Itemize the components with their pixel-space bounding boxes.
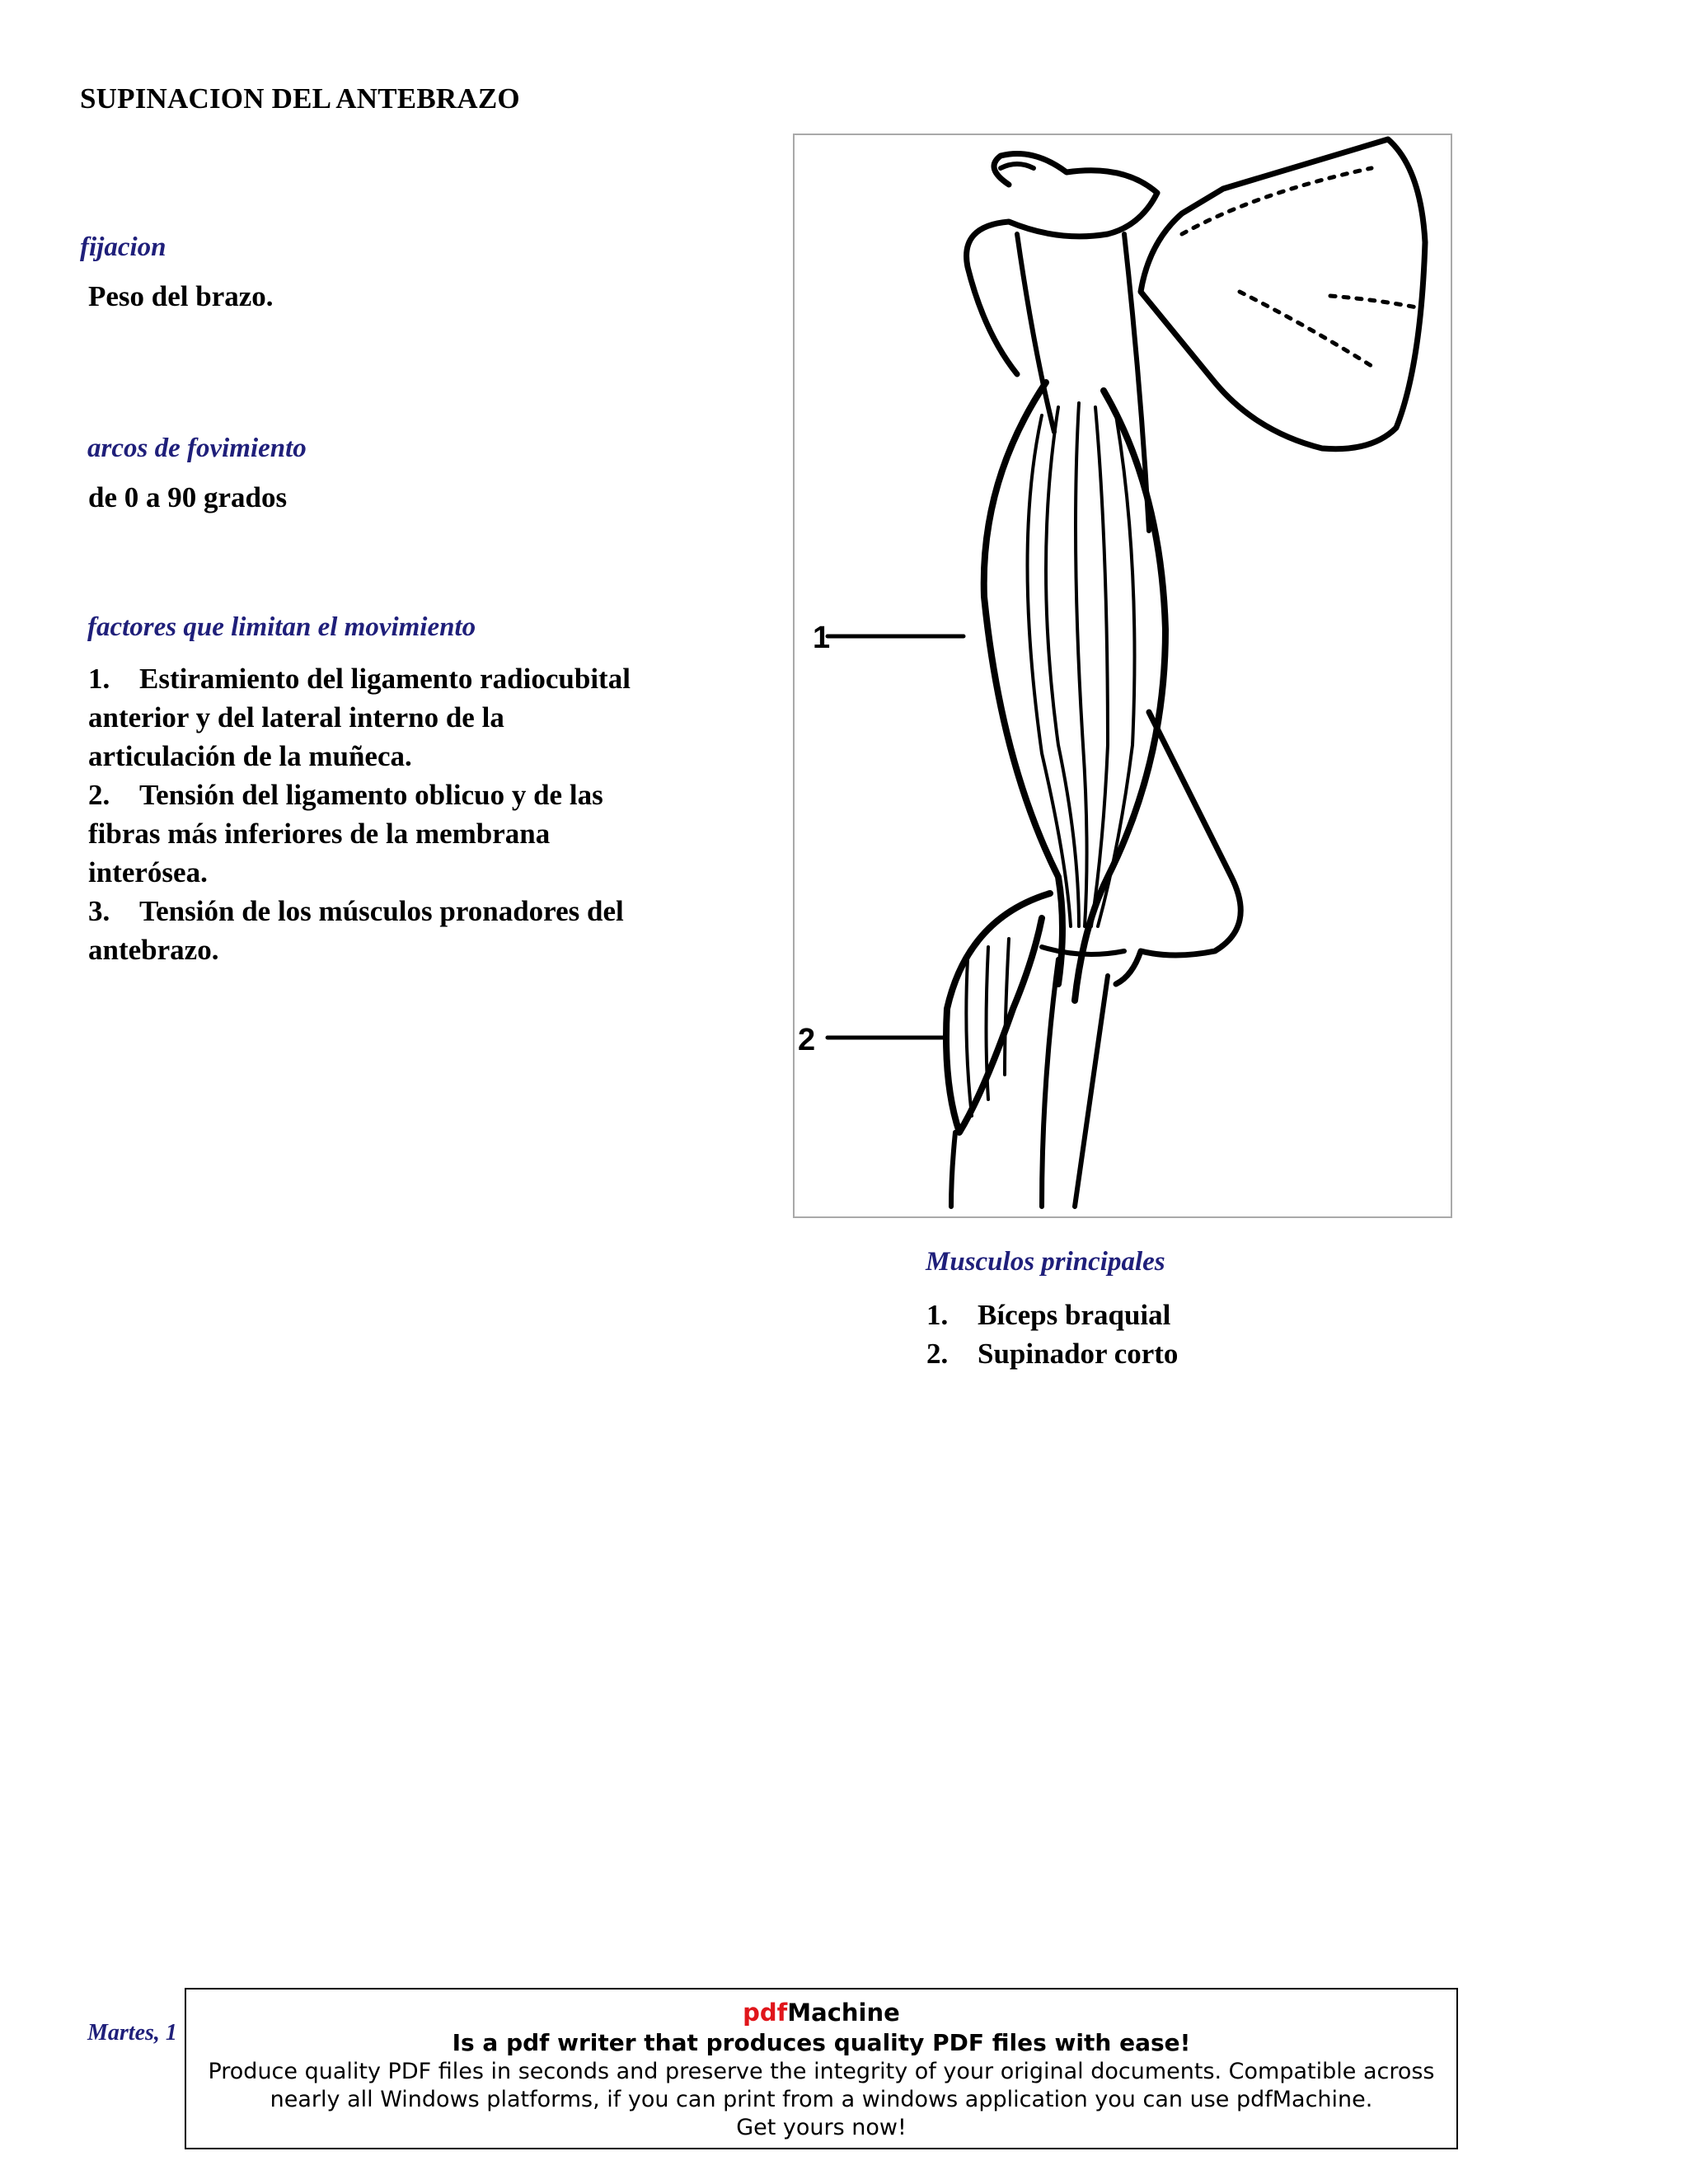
factores-item-line: anterior y del lateral interno de la	[88, 701, 504, 733]
musculos-item-text: Supinador corto	[978, 1338, 1179, 1370]
scapula-border	[1330, 296, 1421, 308]
scapula-spine	[1182, 168, 1372, 234]
arcos-heading: arcos de fovimiento	[87, 434, 307, 463]
supinator-fiber	[966, 959, 972, 1116]
factores-item-line: Estiramiento del ligamento radiocubital	[139, 663, 631, 695]
label-2: 2	[798, 1023, 816, 1057]
scapula-outline	[1141, 139, 1425, 449]
brand-pdf: pdf	[743, 1999, 788, 2027]
musculos-item-2	[926, 1334, 1421, 1373]
biceps-inner	[1075, 391, 1165, 1001]
banner-description-line-2: nearly all Windows platforms, if you can print from a windows application you can use pdfMachine.	[270, 2087, 1373, 2112]
factores-item-number: 3.	[88, 895, 110, 927]
pdfmachine-banner[interactable]	[185, 1988, 1458, 2149]
musculos-item-number: 2.	[926, 1338, 949, 1370]
fijacion-heading: fijacion	[80, 232, 166, 262]
fijacion-value: Peso del brazo.	[88, 280, 274, 312]
label-1: 1	[813, 621, 831, 655]
biceps-fiber	[1098, 415, 1135, 926]
factores-item-number: 2.	[88, 779, 110, 811]
acromion	[1001, 164, 1034, 168]
factores-item-line: articulación de la muñeca.	[88, 740, 412, 772]
scapula-ridge	[1240, 292, 1372, 366]
arm-drawing	[795, 135, 1451, 1216]
banner-brand	[186, 1998, 1456, 2027]
musculos-heading: Musculos principales	[926, 1247, 1165, 1277]
factores-item-number: 1.	[88, 663, 110, 695]
supinator-fiber	[1005, 939, 1009, 1075]
factores-item-line: antebrazo.	[88, 934, 219, 966]
factores-item-line: interósea.	[88, 856, 208, 888]
supinator-fiber	[987, 947, 989, 1099]
factores-item-line: fibras más inferiores de la membrana	[88, 818, 551, 850]
factores-heading: factores que limitan el movimiento	[87, 612, 476, 642]
banner-description-line-1: Produce quality PDF files in seconds and preserve the integrity of your original documents. Compatible across	[208, 2059, 1435, 2084]
biceps-fiber	[1091, 407, 1108, 926]
factores-item-line: Tensión de los músculos pronadores del	[139, 895, 624, 927]
musculos-item-number: 1.	[926, 1299, 949, 1331]
factores-item-3	[88, 892, 748, 969]
page-title: SUPINACION DEL ANTEBRAZO	[80, 82, 520, 115]
factores-list	[88, 659, 748, 969]
factores-item-2	[88, 776, 748, 892]
factores-item-1	[88, 659, 748, 776]
musculos-item-1	[926, 1296, 1421, 1334]
arm-muscle-illustration	[793, 134, 1452, 1218]
forearm-radius	[1042, 959, 1058, 1207]
elbow-outline	[1116, 712, 1240, 984]
forearm-ulna	[1075, 976, 1108, 1207]
factores-item-line: Tensión del ligamento oblicuo y de las	[139, 779, 603, 811]
musculos-item-text: Bíceps braquial	[978, 1299, 1171, 1331]
brand-machine: Machine	[787, 1999, 900, 2027]
forearm-edge	[951, 1132, 955, 1207]
footer-date: Martes, 1	[87, 2020, 177, 2046]
banner-call-to-action[interactable]: Get yours now!	[736, 2115, 907, 2140]
musculos-list	[926, 1296, 1421, 1373]
banner-tagline: Is a pdf writer that produces quality PDF files with ease!	[452, 2029, 1191, 2056]
biceps-fiber	[1076, 403, 1087, 926]
supinator-outer	[946, 893, 1050, 1132]
arcos-value: de 0 a 90 grados	[88, 481, 288, 513]
